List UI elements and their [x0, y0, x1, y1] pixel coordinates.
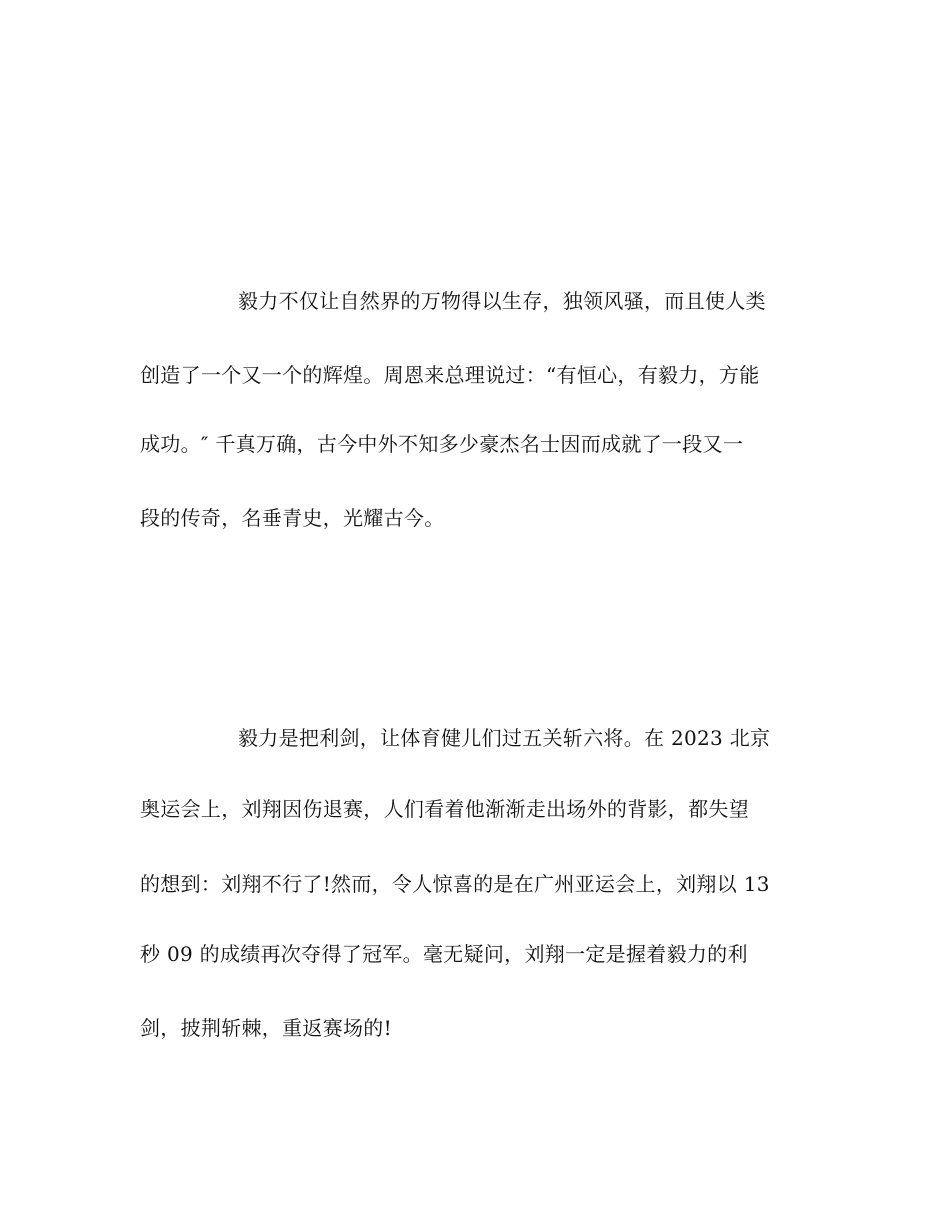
- paragraph-line: 成功。″ 千真万确，古今中外不知多少豪杰名士因而成就了一段又一: [140, 432, 744, 456]
- paragraph-line: 创造了一个又一个的辉煌。周恩来总理说过：“有恒心，有毅力，方能: [140, 363, 760, 387]
- paragraph-line: 奥运会上，刘翔因伤退赛，人们看着他渐渐走出场外的背影，都失望: [140, 797, 749, 821]
- paragraph-line: 段的传奇，名垂青史，光耀古今。: [140, 506, 445, 530]
- paragraph-line: 秒 09 的成绩再次夺得了冠军。毫无疑问，刘翔一定是握着毅力的利: [140, 942, 748, 966]
- paragraph-line: 毅力不仅让自然界的万物得以生存，独领风骚，而且使人类: [238, 289, 766, 313]
- paragraph-line: 的想到：刘翔不行了!然而，令人惊喜的是在广州亚运会上，刘翔以 13: [140, 872, 770, 896]
- paragraph-line: 剑，披荆斩棘，重返赛场的!: [140, 1016, 392, 1040]
- paragraph-line: 毅力是把利剑，让体育健儿们过五关斩六将。在 2023 北京: [238, 726, 771, 750]
